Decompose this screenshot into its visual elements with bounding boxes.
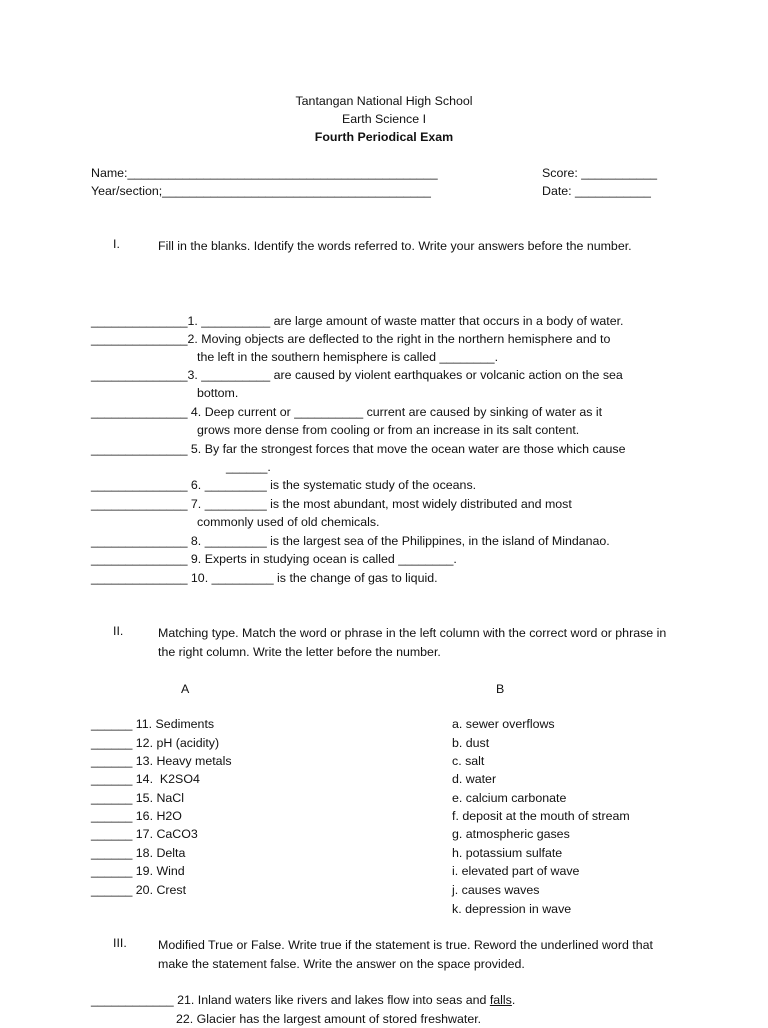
item-3-cont: bottom. <box>197 386 239 400</box>
match-left-item: ______ 11. Sediments <box>91 717 215 731</box>
name-field[interactable]: Name:_____________________________________________ <box>91 166 438 180</box>
match-right-item: h. potassium sulfate <box>452 846 563 860</box>
score-field[interactable]: Score: ___________ <box>542 166 658 180</box>
item-21-suffix: . <box>511 993 516 1007</box>
column-b-header: B <box>496 682 505 696</box>
item-5: ______________ 5. By far the strongest forces that move the ocean water are those which cause <box>91 442 626 456</box>
match-right-item: i. elevated part of wave <box>452 864 580 878</box>
exam-header <box>0 92 768 146</box>
item-8: ______________ 8. _________ is the largest sea of the Philippines, in the island of Mindanao. <box>91 534 610 548</box>
section-1-instructions: Fill in the blanks. Identify the words referred to. Write your answers before the number. <box>158 239 632 253</box>
item-6: ______________ 6. _________ is the systematic study of the oceans. <box>91 478 477 492</box>
match-left-item: ______ 20. Crest <box>91 883 187 897</box>
item-4-cont: grows more dense from cooling or from an increase in its salt content. <box>197 423 580 437</box>
section-1-number: I. <box>113 237 120 251</box>
match-left-item: ______ 19. Wind <box>91 864 185 878</box>
item-22: 22. Glacier has the largest amount of stored freshwater. <box>176 1012 482 1026</box>
match-right-item: g. atmospheric gases <box>452 827 570 841</box>
item-5-cont: ______. <box>226 460 271 474</box>
date-field[interactable]: Date: ___________ <box>542 184 651 198</box>
match-left-item: ______ 13. Heavy metals <box>91 754 232 768</box>
item-21-text: ____________ 21. Inland waters like rivers and lakes flow into seas and <box>91 993 490 1007</box>
exam-title: Fourth Periodical Exam <box>314 130 454 144</box>
column-a-header: A <box>181 682 190 696</box>
match-right-item: c. salt <box>452 754 485 768</box>
item-3: ______________3. __________ are caused by violent earthquakes or volcanic action on the sea <box>91 368 623 382</box>
match-right-item: j. causes waves <box>452 883 540 897</box>
item-2: ______________2. Moving objects are deflected to the right in the northern hemisphere and to <box>91 332 611 346</box>
section-2-number: II. <box>113 624 124 638</box>
subject-title: Earth Science I <box>341 112 427 126</box>
match-left-item: ______ 17. CaCO3 <box>91 827 198 841</box>
item-7-cont: commonly used of old chemicals. <box>197 515 380 529</box>
section-2-instructions: Matching type. Match the word or phrase in the left column with the correct word or phrase in the right column. Write the letter before the number. <box>158 626 667 659</box>
school-name: Tantangan National High School <box>295 94 473 108</box>
match-right-item: e. calcium carbonate <box>452 791 567 805</box>
match-left-item: ______ 15. NaCl <box>91 791 184 805</box>
item-4: ______________ 4. Deep current or __________ current are caused by sinking of water as it <box>91 405 603 419</box>
item-2-cont: the left in the southern hemisphere is called ________. <box>197 350 499 364</box>
section-3-instructions: Modified True or False. Write true if the statement is true. Reword the underlined word that make the statement false. Write the answer on the space provided. <box>158 938 653 971</box>
match-left-item: ______ 16. H2O <box>91 809 182 823</box>
item-7: ______________ 7. _________ is the most abundant, most widely distributed and most <box>91 497 572 511</box>
year-section-field[interactable]: Year/section;_______________________________________ <box>91 184 431 198</box>
item-21 <box>91 991 515 1009</box>
match-right-item: b. dust <box>452 736 490 750</box>
match-left-item: ______ 18. Delta <box>91 846 186 860</box>
item-9: ______________ 9. Experts in studying ocean is called ________. <box>91 552 457 566</box>
item-1: ______________1. __________ are large amount of waste matter that occurs in a body of water. <box>91 314 624 328</box>
item-21-underlined-word: falls <box>489 993 512 1007</box>
match-right-item: k. depression in wave <box>452 902 572 916</box>
match-left-item: ______ 12. pH (acidity) <box>91 736 220 750</box>
item-10: ______________ 10. _________ is the change of gas to liquid. <box>91 571 438 585</box>
section-3-number: III. <box>113 936 127 950</box>
match-left-item: ______ 14. K2SO4 <box>91 772 200 786</box>
match-right-item: a. sewer overflows <box>452 717 555 731</box>
match-right-item: f. deposit at the mouth of stream <box>452 809 630 823</box>
match-right-item: d. water <box>452 772 497 786</box>
